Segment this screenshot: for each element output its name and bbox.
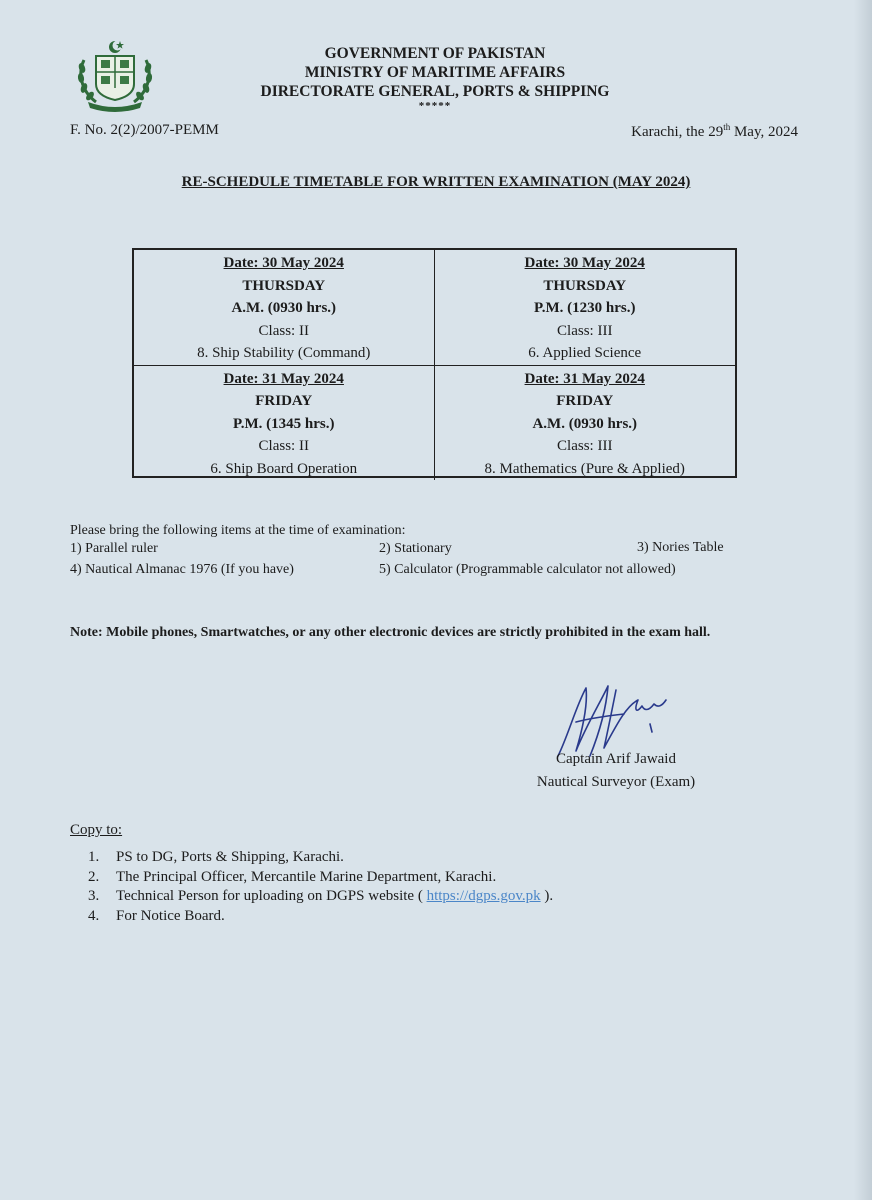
timetable-cell bbox=[134, 250, 435, 366]
list-item-text: The Principal Officer, Mercantile Marine Department, Karachi. bbox=[116, 868, 497, 885]
list-item-number: 4. bbox=[88, 907, 100, 924]
prohibition-note: Note: Mobile phones, Smartwatches, or any other electronic devices are strictly prohibited in the exam hall. bbox=[70, 625, 711, 640]
list-item-text: For Notice Board. bbox=[116, 907, 225, 924]
item-entry: 5) Calculator (Programmable calculator not allowed) bbox=[379, 562, 676, 577]
item-entry: 4) Nautical Almanac 1976 (If you have) bbox=[70, 562, 294, 577]
exam-date: Date: 31 May 2024 bbox=[223, 370, 344, 387]
letterhead-stars: ***** bbox=[418, 100, 452, 112]
letter-date bbox=[631, 122, 798, 141]
exam-date: Date: 30 May 2024 bbox=[524, 255, 645, 271]
exam-day: FRIDAY bbox=[255, 393, 313, 409]
subject-heading: RE-SCHEDULE TIMETABLE FOR WRITTEN EXAMINATION (MAY 2024) bbox=[181, 174, 691, 190]
item-entry: 1) Parallel ruler bbox=[70, 541, 158, 556]
exam-subject: 6. Ship Board Operation bbox=[210, 460, 358, 477]
exam-subject: 8. Ship Stability (Command) bbox=[197, 345, 371, 361]
letterhead-government: GOVERNMENT OF PAKISTAN bbox=[324, 45, 546, 62]
exam-time: P.M. (1345 hrs.) bbox=[232, 415, 335, 432]
list-item bbox=[88, 887, 553, 907]
exam-class: Class: III bbox=[557, 322, 613, 339]
exam-subject: 6. Applied Science bbox=[528, 345, 642, 361]
timetable-cell bbox=[435, 250, 736, 366]
list-item-text-after: ). bbox=[540, 888, 554, 904]
copy-to-heading: Copy to: bbox=[70, 822, 123, 838]
exam-subject: 8. Mathematics (Pure & Applied) bbox=[484, 460, 685, 477]
exam-day: THURSDAY bbox=[543, 277, 627, 294]
exam-time: P.M. (1230 hrs.) bbox=[533, 300, 636, 316]
item-entry: 2) Stationary bbox=[379, 541, 452, 556]
list-item bbox=[88, 907, 553, 927]
letter-date-prefix: Karachi, the 29 bbox=[631, 124, 724, 140]
timetable-table bbox=[132, 248, 737, 478]
letterhead bbox=[200, 44, 670, 111]
letterhead-ministry: MINISTRY OF MARITIME AFFAIRS bbox=[304, 64, 566, 81]
list-item-number: 1. bbox=[88, 849, 100, 865]
exam-day: THURSDAY bbox=[242, 277, 326, 294]
file-number: F. No. 2(2)/2007-PEMM bbox=[70, 122, 219, 138]
exam-day: FRIDAY bbox=[556, 393, 614, 409]
dgps-website-link[interactable]: https://dgps.gov.pk bbox=[426, 888, 541, 904]
exam-date: Date: 31 May 2024 bbox=[524, 370, 645, 387]
signatory-designation: Nautical Surveyor (Exam) bbox=[536, 774, 696, 790]
items-intro: Please bring the following items at the time of examination: bbox=[70, 523, 406, 538]
list-item-text-before: Technical Person for uploading on DGPS website ( bbox=[116, 888, 427, 904]
timetable-cell bbox=[435, 366, 736, 481]
exam-time: A.M. (0930 hrs.) bbox=[231, 300, 337, 316]
pakistan-state-emblem-icon bbox=[74, 38, 156, 114]
list-item bbox=[88, 868, 553, 888]
exam-class: Class: III bbox=[557, 438, 613, 454]
letter-date-suffix: th bbox=[723, 122, 731, 132]
letter-date-rest: May, 2024 bbox=[730, 124, 798, 140]
list-item-text: PS to DG, Ports & Shipping, Karachi. bbox=[116, 849, 344, 865]
list-item-number: 2. bbox=[88, 868, 100, 885]
exam-class: Class: II bbox=[258, 438, 309, 454]
copy-to-list bbox=[88, 848, 553, 926]
signatory-block bbox=[500, 748, 732, 794]
item-entry: 3) Nories Table bbox=[637, 540, 724, 555]
exam-class: Class: II bbox=[258, 322, 309, 339]
exam-time: A.M. (0930 hrs.) bbox=[532, 415, 638, 432]
timetable-cell bbox=[134, 366, 435, 481]
list-item-text bbox=[116, 887, 553, 907]
signatory-name: Captain Arif Jawaid bbox=[556, 751, 676, 767]
exam-date: Date: 30 May 2024 bbox=[223, 255, 344, 271]
letterhead-directorate: DIRECTORATE GENERAL, PORTS & SHIPPING bbox=[260, 83, 610, 100]
list-item-number: 3. bbox=[88, 888, 100, 904]
list-item bbox=[88, 848, 553, 868]
